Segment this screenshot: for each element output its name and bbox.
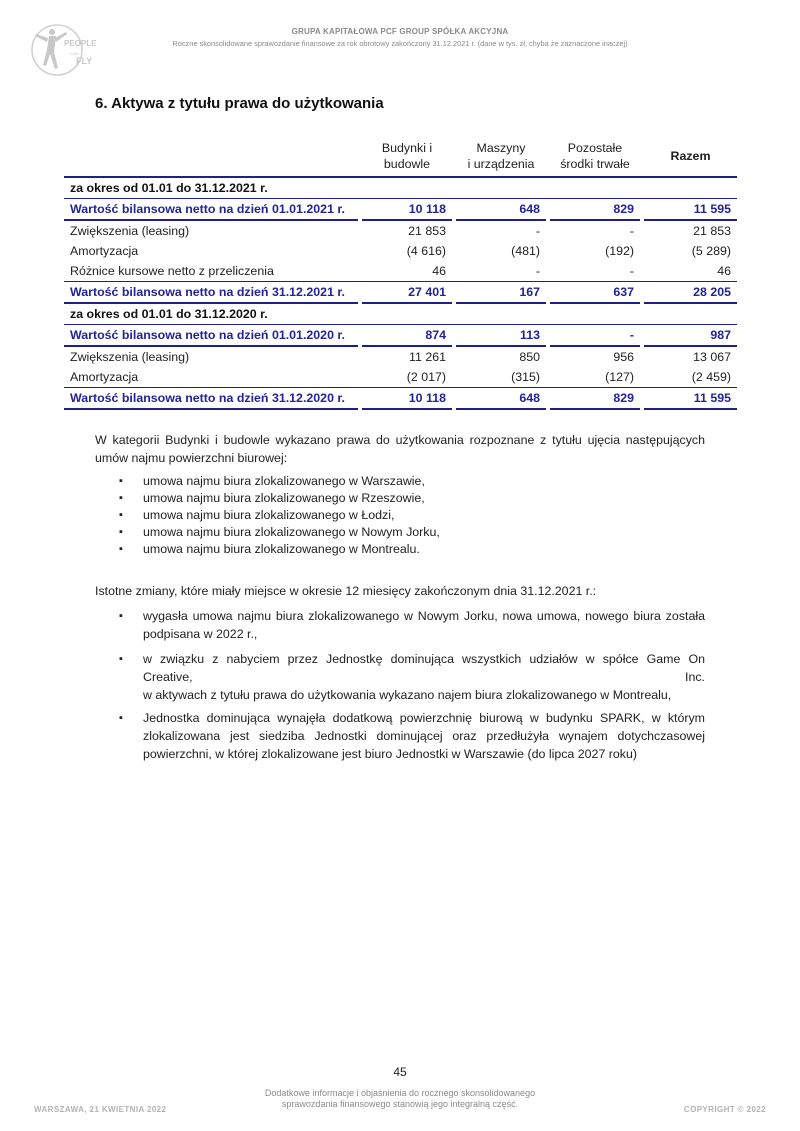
bullet-icon: ▪ xyxy=(119,610,123,622)
list-item: umowa najmu biura zlokalizowanego w Nowym Jorku, xyxy=(143,525,440,539)
list-item-line: Creative, Inc. xyxy=(143,670,705,684)
right-of-use-assets-table xyxy=(64,136,737,410)
table-row-balance: Wartość bilansowa netto na dzień 01.01.2021 r. 10 118 648 829 11 595 xyxy=(64,199,737,221)
bullet-icon: ▪ xyxy=(119,526,123,538)
list-item: umowa najmu biura zlokalizowanego w Montrealu. xyxy=(143,542,420,556)
logo-text-fly: FLY xyxy=(76,56,93,66)
logo-text-can: CAN xyxy=(70,51,79,56)
footer-date: WARSZAWA, 21 KWIETNIA 2022 xyxy=(34,1105,167,1114)
bullet-icon: ▪ xyxy=(119,492,123,504)
bullet-icon: ▪ xyxy=(119,475,123,487)
table-row: Zwiększenia (leasing) 11 261 850 956 13 067 xyxy=(70,350,731,364)
header-company: GRUPA KAPITAŁOWA PCF GROUP SPÓŁKA AKCYJNA xyxy=(291,27,509,36)
list-item: umowa najmu biura zlokalizowanego w Łodzi, xyxy=(143,508,395,522)
section-title: 6. Aktywa z tytułu prawa do użytkowania xyxy=(95,95,384,112)
bullet-icon: ▪ xyxy=(119,543,123,555)
column-header: Maszyny i urządzenia xyxy=(467,141,535,171)
bullet-icon: ▪ xyxy=(119,653,123,665)
list-item: wygasła umowa najmu biura zlokalizowanego w Nowym Jorku, nowa umowa, nowego biura została podpisana w 2022 r., xyxy=(143,609,705,641)
table-row: Różnice kursowe netto z przeliczenia 46 - - 46 xyxy=(70,264,731,278)
bullet-icon: ▪ xyxy=(119,509,123,521)
table-row: Zwiększenia (leasing) 21 853 - - 21 853 xyxy=(70,224,731,238)
list-item: umowa najmu biura zlokalizowanego w Warszawie, xyxy=(143,474,425,488)
changes-intro: Istotne zmiany, które miały miejsce w okresie 12 miesięcy zakończonym dnia 31.12.2021 r.: xyxy=(95,584,597,598)
bullet-icon: ▪ xyxy=(119,712,123,724)
period-header-row: za okres od 01.01 do 31.12.2020 r. xyxy=(64,303,737,325)
footer-copyright: COPYRIGHT © 2022 xyxy=(683,1105,766,1114)
intro-paragraph: W kategorii Budynki i budowle wykazano prawa do użytkowania rozpoznane z tytułu ujęcia następujących umów najmu powierzchni biurowej: xyxy=(95,433,705,465)
header-subtitle: Roczne skonsolidowane sprawozdanie finansowe za rok obrotowy zakończony 31.12.2021 r. (dane w tys. zł, chyba że zaznaczone inaczej) xyxy=(172,39,628,48)
column-header: Pozostałe środki trwałe xyxy=(560,141,630,171)
logo-text-people: PEOPLE xyxy=(64,39,97,48)
table-header-row xyxy=(64,136,737,177)
table-row: Amortyzacja (2 017) (315) (127) (2 459) xyxy=(70,370,731,384)
period-header-row: za okres od 01.01 do 31.12.2021 r. xyxy=(64,177,737,199)
footer-note: Dodatkowe informacje i objaśnienia do rocznego skonsolidowanego sprawozdania finansowego stanowią jego integralną część. xyxy=(264,1088,536,1109)
table-row-balance: Wartość bilansowa netto na dzień 31.12.2021 r. 27 401 167 637 28 205 xyxy=(64,282,737,304)
list-item-line: w związku z nabyciem przez Jednostkę dominująca wszystkich udziałów w spółce Game On xyxy=(143,652,705,666)
list-item: umowa najmu biura zlokalizowanego w Rzeszowie, xyxy=(143,491,425,505)
table-row-balance: Wartość bilansowa netto na dzień 31.12.2020 r. 10 118 648 829 11 595 xyxy=(64,388,737,410)
list-item: Jednostka dominująca wynajęła dodatkową powierzchnię biurową w budynku SPARK, w którym zlokalizowana jest siedziba Jednostki dominującej oraz przedłużyła wynajem dotychczasowej powierzchni, w której zlokalizowane jest biuro Jednostki w Warszawie (do lipca 2027 roku) xyxy=(143,711,705,761)
list-item-line: w aktywach z tytułu prawa do użytkowania wykazano najem biura zlokalizowanego w Montrealu, xyxy=(143,688,672,702)
table-row: Amortyzacja (4 616) (481) (192) (5 289) xyxy=(70,244,731,258)
column-header-total: Razem xyxy=(670,149,711,163)
table-row-balance: Wartość bilansowa netto na dzień 01.01.2020 r. 874 113 - 987 xyxy=(64,325,737,347)
list-item xyxy=(143,650,705,704)
column-header: Budynki i budowle xyxy=(381,141,433,171)
page-number: 45 xyxy=(393,1065,407,1079)
